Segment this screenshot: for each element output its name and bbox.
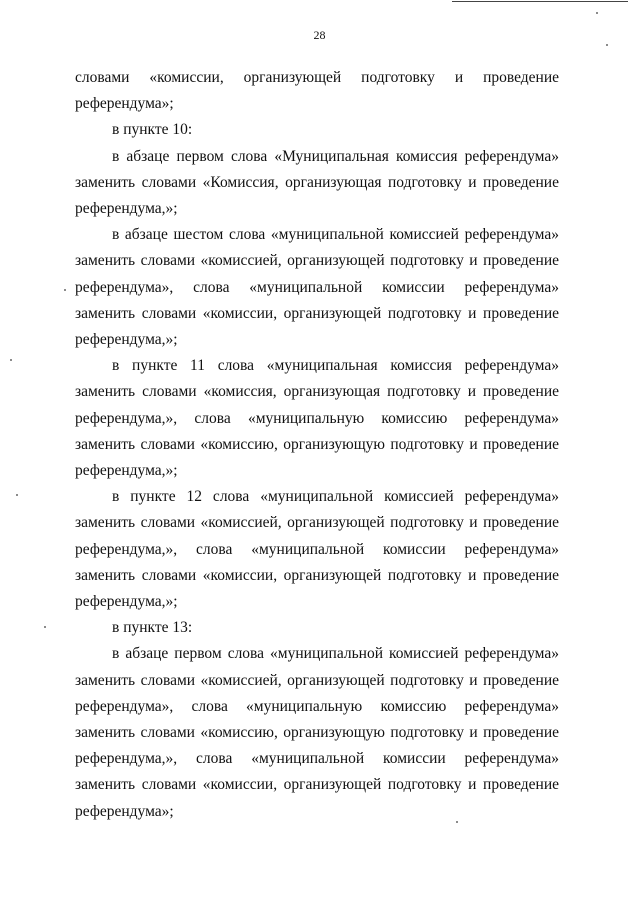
paragraph-item-13-first-subparagraph: в абзаце первом слова «муниципальной комиссией референдума» заменить словами «комиссией, организующей подготовку и проведение референдума», слова «муниципальную комиссию референдума» заменить словами «комиссию, организующую подготовку и проведение референдума,», слова «муниципальной комиссии референдума» заменить словами «комиссии, организующей подготовку и проведение референдума»; <box>75 645 559 820</box>
document-body <box>75 65 559 825</box>
paragraph-continuation: словами «комиссии, организующей подготовку и проведение референдума»; <box>75 69 559 113</box>
scan-speck <box>64 289 66 291</box>
paragraph-item-11: в пункте 11 слова «муниципальная комиссия референдума» заменить словами «комиссия, организующая подготовку и проведение референдума,», слова «муниципальную комиссию референдума» заменить словами «комиссию, организующую подготовку и проведение референдума,»; <box>75 357 559 480</box>
top-edge-rule <box>452 1 628 2</box>
page-number: 28 <box>313 28 326 42</box>
scan-speck <box>44 626 46 628</box>
paragraph-item-13-heading: в пункте 13: <box>112 619 193 637</box>
scan-speck <box>596 12 598 14</box>
paragraph-item-10-first-subparagraph: в абзаце первом слова «Муниципальная комиссия референдума» заменить словами «Комиссия, организующая подготовку и проведение референдума,»; <box>75 147 559 218</box>
scan-speck <box>606 44 608 46</box>
scan-speck <box>16 494 18 496</box>
paragraph-item-10-heading: в пункте 10: <box>112 121 193 139</box>
paragraph-item-10-sixth-subparagraph: в абзаце шестом слова «муниципальной комиссией референдума» заменить словами «комиссией, организующей подготовку и проведение референдума», слова «муниципальной комиссии референдума» заменить словами «комиссии, организующей подготовку и проведение референдума,»; <box>75 226 559 349</box>
scan-speck <box>10 359 12 361</box>
scan-speck <box>456 821 458 823</box>
paragraph-item-12: в пункте 12 слова «муниципальной комиссией референдума» заменить словами «комиссией, организующей подготовку и проведение референдума,», слова «муниципальной комиссии референдума» заменить словами «комиссии, организующей подготовку и проведение референдума,»; <box>75 488 559 611</box>
